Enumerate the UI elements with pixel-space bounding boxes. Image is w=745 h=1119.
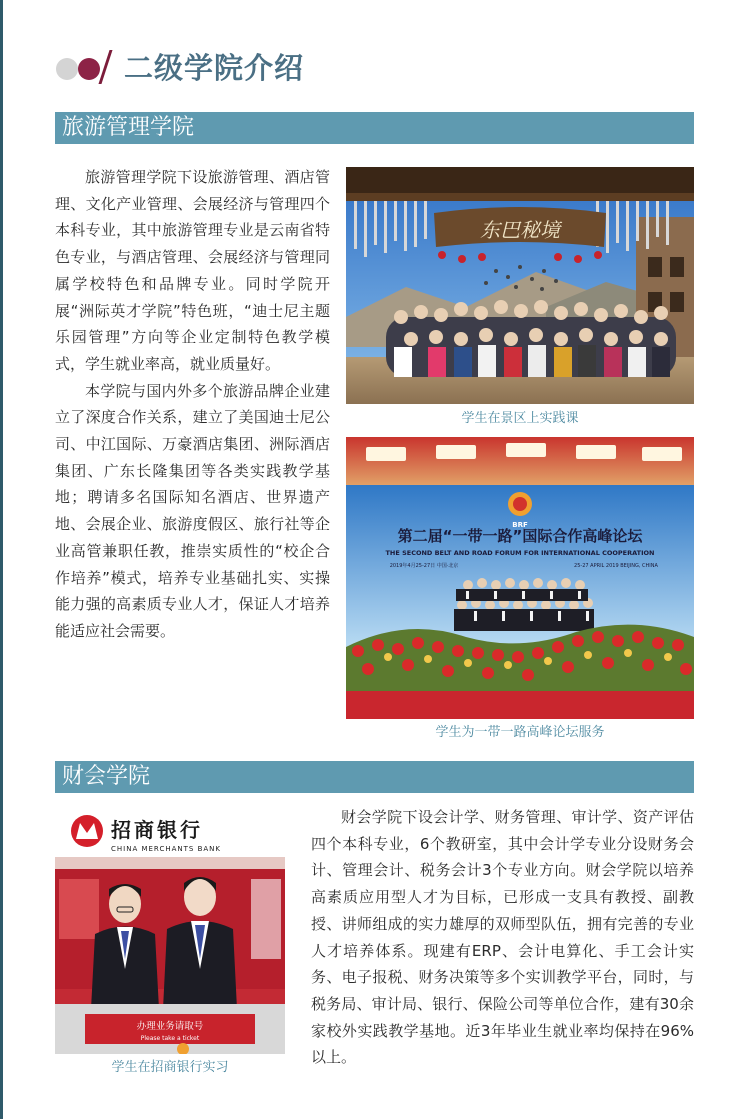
- maroon-circle-icon: [78, 58, 100, 80]
- tourism-body-text: [55, 164, 330, 645]
- forum-logo-text: BRF: [512, 521, 528, 529]
- forum-date-en: 25-27 APRIL 2019 BEIJING, CHINA: [574, 563, 658, 569]
- slash-divider-icon: [98, 50, 112, 84]
- scenic-gate-sign: 东巴秘境: [480, 218, 560, 242]
- bank-name-en: CHINA MERCHANTS BANK: [111, 845, 221, 853]
- caption-photo-2: 学生为一带一路高峰论坛服务: [435, 725, 605, 740]
- forum-date-cn: 2019年4月25-27日 中国·北京: [389, 563, 459, 569]
- caption-photo-3: 学生在招商银行实习: [111, 1060, 229, 1075]
- page-title: 二级学院介绍: [124, 51, 305, 85]
- forum-banner-cn: 第二届“一带一路”国际合作高峰论坛: [397, 527, 643, 545]
- finance-paragraph-1: 财会学院下设会计学、财务管理、审计学、资产评估四个本科专业，6个教研室，其中会计学专业分设财务会计、管理会计、税务会计3个专业方向。财会学院以培养高素质应用型人才为目标，已形成一支具有教授、副教授、讲师组成的实力雄厚的双师型队伍，拥有完善的专业人才培养体系。现建有ERP、会计电算化、手工会计实务、电子报税、财务决策等多个实训教学平台，同时，与税务局、审计局、银行、保险公司等单位合作，建有30余家校外实践教学基地。近3年毕业生就业率均保持在96%以上。: [311, 808, 694, 1067]
- finance-body-text: [311, 804, 694, 1071]
- photo-students-at-scenic-area: [346, 167, 694, 404]
- grey-circle-icon: [56, 58, 78, 80]
- section-title-finance: 财会学院: [55, 761, 694, 793]
- tourism-paragraph-2: 本学院与国内外多个旅游品牌企业建立了深度合作关系，建立了美国迪士尼公司、中江国际、万豪酒店集团、洲际酒店集团、广东长隆集团等各类实践教学基地；聘请多名国际知名酒店、世界遗产地、会展企业、旅游度假区、旅行社等企业高管兼职任教，推崇实质性的“校企合作培养”模式，培养专业基础扎实、实操能力强的高素质专业人才，保证人才培养能适应社会需要。: [55, 381, 330, 640]
- forum-banner-en: THE SECOND BELT AND ROAD FORUM FOR INTERNATIONAL COOPERATION: [385, 549, 655, 557]
- counter-sign-cn: 办理业务请取号: [136, 1021, 204, 1032]
- section-title-tourism: 旅游管理学院: [55, 112, 694, 144]
- photo-students-at-bank: [55, 809, 285, 1054]
- counter-sign-en: Please take a ticket: [140, 1035, 200, 1042]
- photo-belt-and-road-forum: [346, 437, 694, 719]
- left-edge-rule: [0, 0, 3, 1119]
- tourism-paragraph-1: 旅游管理学院下设旅游管理、酒店管理、文化产业管理、会展经济与管理四个本科专业，其中旅游管理专业是云南省特色专业，与酒店管理、会展经济与管理同属学校特色和品牌专业。同时学院开展“洲际英才学院”特色班，“迪士尼主题乐园管理”方向等企业定制特色教学模式，学生就业率高，就业质量好。: [55, 168, 330, 373]
- caption-photo-1: 学生在景区上实践课: [461, 411, 579, 426]
- bank-name-cn: 招商银行: [111, 818, 203, 842]
